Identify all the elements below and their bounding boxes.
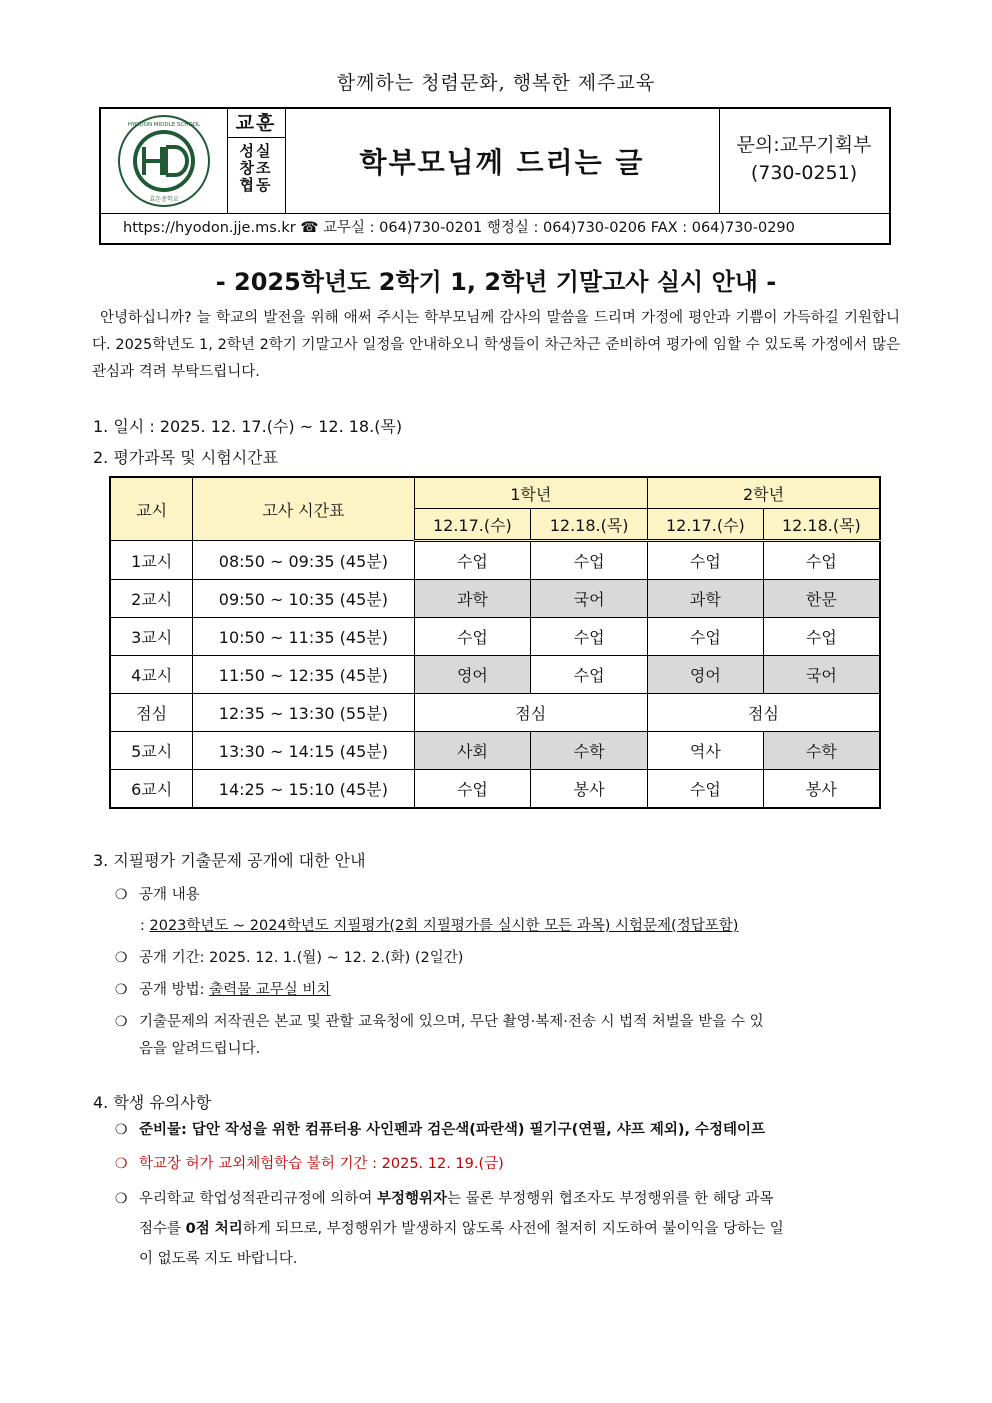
table-row <box>110 580 880 618</box>
motto-line: 성실 <box>239 142 273 160</box>
period-cell: 3교시 <box>110 618 193 656</box>
period-cell: 6교시 <box>110 770 193 809</box>
s4-bullet-no-field-trip <box>115 1152 504 1173</box>
method-value: 출력물 교무실 비치 <box>209 982 331 998</box>
circle-bullet-icon: ❍ <box>115 1122 128 1138</box>
s3-bullet-copyright <box>115 1009 764 1063</box>
lunch-cell: 점심 <box>648 694 881 732</box>
s3-bullet-period <box>115 946 463 967</box>
header-period: 교시 <box>110 477 193 541</box>
motto-line: 협동 <box>239 176 273 194</box>
s3-content-detail <box>140 914 738 935</box>
section-1-date: 1. 일시 : 2025. 12. 17.(수) ~ 12. 18.(목) <box>93 417 403 436</box>
subject-cell: 수업 <box>648 541 764 580</box>
circle-bullet-icon: ❍ <box>115 950 128 966</box>
contact-info <box>719 109 889 213</box>
exam-subject-cell: 국어 <box>531 580 648 618</box>
text-part: 이 없도록 지도 바랍니다. <box>139 1251 298 1267</box>
header-date: 12.18.(목) <box>763 509 880 541</box>
subject-cell: 수업 <box>414 618 531 656</box>
contact-footer: https://hyodon.jje.ms.kr ☎ 교무실 : 064)730-0201 행정실 : 064)730-0206 FAX : 064)730-0290 <box>123 220 795 236</box>
s4-bullet-cheating <box>115 1184 900 1274</box>
circle-bullet-icon: ❍ <box>115 887 128 903</box>
exam-subject-cell: 과학 <box>648 580 764 618</box>
bullet-text: 공개 기간: 2025. 12. 1.(월) ~ 12. 2.(화) (2일간) <box>139 950 464 966</box>
period-cell: 4교시 <box>110 656 193 694</box>
letter-header <box>99 107 891 245</box>
time-cell: 09:50 ~ 10:35 (45분) <box>193 580 414 618</box>
subject-cell: 수업 <box>414 541 531 580</box>
table-row <box>110 770 880 809</box>
svg-text:HYODON MIDDLE SCHOOL: HYODON MIDDLE SCHOOL <box>127 122 201 128</box>
s3-bullet-method <box>115 978 330 999</box>
subject-cell: 수업 <box>648 770 764 809</box>
time-cell: 11:50 ~ 12:35 (45분) <box>193 656 414 694</box>
text-part: 하게 되므로, 부정행위가 발생하지 않도록 사전에 철저히 지도하여 불이익을 당하는 일 <box>242 1221 784 1237</box>
lunch-cell: 점심 <box>414 694 647 732</box>
bullet-text: 음을 알려드립니다. <box>139 1041 261 1057</box>
time-cell: 14:25 ~ 15:10 (45분) <box>193 770 414 809</box>
motto-title: 교훈 <box>227 109 285 138</box>
circle-bullet-icon: ❍ <box>115 1014 128 1030</box>
header-time: 고사 시간표 <box>193 477 414 541</box>
exam-subject-cell: 국어 <box>763 656 880 694</box>
exam-subject-cell: 과학 <box>414 580 531 618</box>
text-part: 점수를 <box>139 1221 186 1237</box>
detail-text: 2023학년도 ~ 2024학년도 지필평가(2회 지필평가를 실시한 모든 과목) 시험문제(정답포함) <box>149 918 739 934</box>
header-grade2: 2학년 <box>648 477 881 509</box>
school-logo <box>101 109 228 213</box>
table-row <box>110 694 880 732</box>
exam-subject-cell: 영어 <box>414 656 531 694</box>
subject-cell: 수업 <box>414 770 531 809</box>
s3-bullet-content <box>115 883 200 904</box>
table-row <box>110 732 880 770</box>
circle-bullet-icon: ❍ <box>115 1191 128 1207</box>
text-part: 는 물론 부정행위 협조자도 부정행위를 한 해당 과목 <box>447 1191 774 1207</box>
slogan: 함께하는 청렴문화, 행복한 제주교육 <box>336 72 656 94</box>
period-cell: 5교시 <box>110 732 193 770</box>
exam-subject-cell: 역사 <box>648 732 764 770</box>
subject-cell: 수업 <box>648 618 764 656</box>
exam-subject-cell: 영어 <box>648 656 764 694</box>
motto-line: 창조 <box>239 159 273 177</box>
period-cell: 1교시 <box>110 541 193 580</box>
subject-cell: 수업 <box>763 541 880 580</box>
time-cell: 13:30 ~ 14:15 (45분) <box>193 732 414 770</box>
text-bold: 부정행위자 <box>376 1191 447 1207</box>
s4-bullet-supplies <box>115 1118 765 1139</box>
table-row <box>110 656 880 694</box>
subject-cell: 수업 <box>531 618 648 656</box>
bullet-text: 학교장 허가 교외체험학습 불허 기간 : 2025. 12. 19.(금) <box>139 1156 504 1172</box>
bullet-text: 공개 방법: <box>139 982 210 998</box>
bullet-text: 준비물: 답안 작성을 위한 컴퓨터용 사인펜과 검은색(파란색) 필기구(연필, 샤프 제외), 수정테이프 <box>139 1122 766 1138</box>
section-4-heading: 4. 학생 유의사항 <box>93 1093 212 1112</box>
section-2-heading: 2. 평가과목 및 시험시간표 <box>93 448 279 467</box>
contact-label: 문의:교무기획부 <box>736 134 872 156</box>
table-row <box>110 541 880 580</box>
header-date: 12.17.(수) <box>648 509 764 541</box>
service-cell: 봉사 <box>531 770 648 809</box>
exam-schedule-table <box>109 476 881 809</box>
subject-cell: 수업 <box>531 541 648 580</box>
text-part: 우리학교 학업성적관리규정에 의하여 <box>139 1191 377 1207</box>
period-cell: 2교시 <box>110 580 193 618</box>
exam-subject-cell: 한문 <box>763 580 880 618</box>
circle-bullet-icon: ❍ <box>115 982 128 998</box>
bullet-text: 기출문제의 저작권은 본교 및 관할 교육청에 있으며, 무단 촬영·복제·전송 시 법적 처벌을 받을 수 있 <box>139 1014 764 1030</box>
intro-paragraph: 안녕하십니까? 늘 학교의 발전을 위해 애써 주시는 학부모님께 감사의 말씀을 드리며 가정에 평안과 기쁨이 가득하길 기원합니다. 2025학년도 1, 2학년 2학기 기말고사 일정을 안내하오니 학생들이 차근차근 준비하여 평가에 임할 수 있도록 가정에서 많은 관심과 격려 부탁드립니다. <box>92 310 900 380</box>
time-cell: 10:50 ~ 11:35 (45분) <box>193 618 414 656</box>
service-cell: 봉사 <box>763 770 880 809</box>
subject-cell: 수업 <box>763 618 880 656</box>
header-date: 12.17.(수) <box>414 509 531 541</box>
exam-subject-cell: 수학 <box>763 732 880 770</box>
school-motto <box>227 109 286 213</box>
header-grade1: 1학년 <box>414 477 647 509</box>
time-cell: 08:50 ~ 09:35 (45분) <box>193 541 414 580</box>
period-cell: 점심 <box>110 694 193 732</box>
detail-colon: : <box>140 918 150 934</box>
svg-text:효돈중학교: 효돈중학교 <box>149 196 179 203</box>
subject-cell: 수업 <box>531 656 648 694</box>
header-date: 12.18.(목) <box>531 509 648 541</box>
exam-subject-cell: 사회 <box>414 732 531 770</box>
time-cell: 12:35 ~ 13:30 (55분) <box>193 694 414 732</box>
contact-phone: (730-0251) <box>750 162 858 184</box>
text-bold: 0점 처리 <box>185 1221 243 1237</box>
exam-subject-cell: 수학 <box>531 732 648 770</box>
bullet-text: 공개 내용 <box>139 887 200 903</box>
table-row <box>110 618 880 656</box>
letter-title: 학부모님께 드리는 글 <box>285 109 720 213</box>
circle-bullet-icon: ❍ <box>115 1156 128 1172</box>
page-title: - 2025학년도 2학기 1, 2학년 기말고사 실시 안내 - <box>215 268 777 296</box>
section-3-heading: 3. 지필평가 기출문제 공개에 대한 안내 <box>93 851 366 870</box>
